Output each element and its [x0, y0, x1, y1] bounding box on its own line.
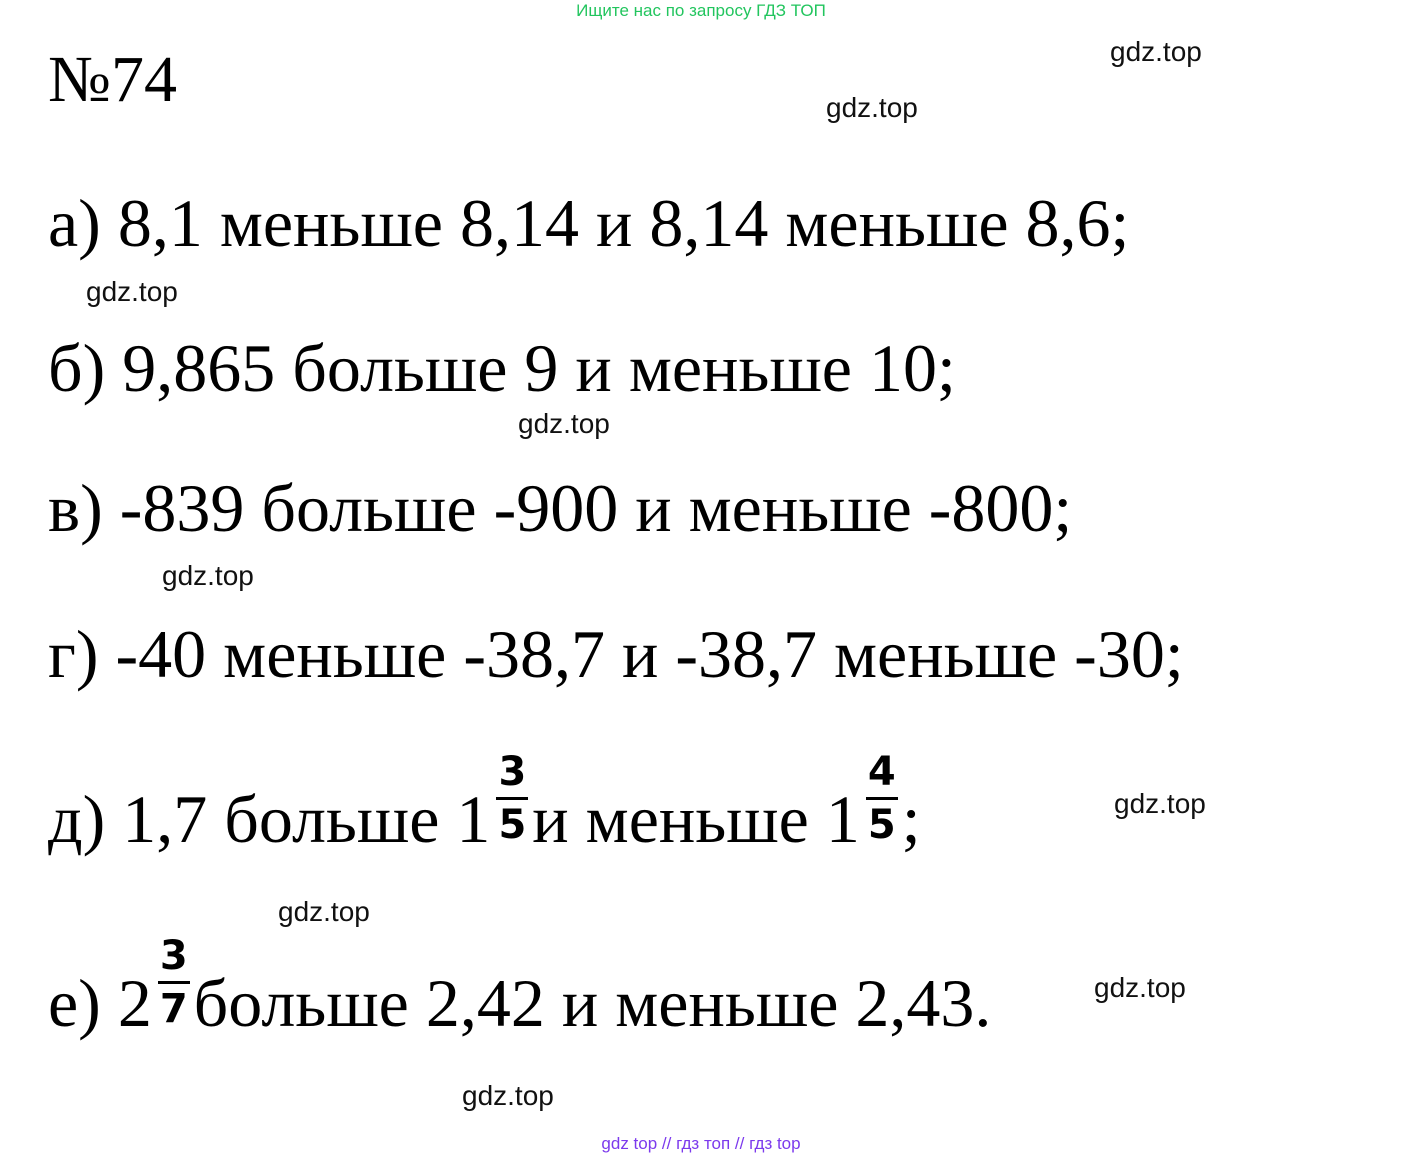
answer-line-v: в) -839 больше -900 и меньше -800;	[48, 470, 1073, 546]
answer-line-g: г) -40 меньше -38,7 и -38,7 меньше -30;	[48, 616, 1184, 692]
top-banner: Ищите нас по запросу ГДЗ ТОП	[576, 1, 826, 20]
footer-links: gdz top // гдз топ // гдз top	[601, 1134, 801, 1153]
answer-line-e	[48, 933, 992, 1063]
answer-line-a: а) 8,1 меньше 8,14 и 8,14 меньше 8,6;	[48, 185, 1130, 261]
fraction-denominator: 5	[867, 802, 896, 848]
watermark: gdz.top	[1094, 972, 1186, 1003]
fraction-denominator: 5	[498, 802, 527, 848]
fraction-bar	[866, 797, 898, 800]
watermark: gdz.top	[462, 1080, 554, 1111]
fraction-numerator: 4	[867, 749, 896, 795]
answer-line-d	[48, 749, 921, 879]
fraction-numerator: 3	[498, 749, 527, 795]
fraction-4-5	[866, 750, 898, 847]
fraction-bar	[158, 981, 190, 984]
watermark: gdz.top	[86, 276, 178, 307]
line-d-part1: д) 1,7 больше 1	[48, 781, 491, 857]
fraction-numerator: 3	[159, 933, 188, 979]
line-d-part2: и меньше 1	[532, 781, 860, 857]
watermark: gdz.top	[518, 408, 610, 439]
answer-line-b: б) 9,865 больше 9 и меньше 10;	[48, 330, 956, 406]
watermark: gdz.top	[162, 560, 254, 591]
problem-number: №74	[48, 43, 177, 116]
line-e-part1: е) 2	[48, 965, 152, 1041]
watermark: gdz.top	[1114, 788, 1206, 819]
fraction-3-7	[158, 934, 190, 1031]
fraction-bar	[496, 797, 528, 800]
fraction-denominator: 7	[159, 986, 188, 1032]
line-d-part3: ;	[901, 781, 921, 857]
fraction-3-5	[496, 750, 528, 847]
watermark: gdz.top	[1110, 36, 1202, 67]
watermark: gdz.top	[278, 896, 370, 927]
watermark: gdz.top	[826, 92, 918, 123]
line-e-part2: больше 2,42 и меньше 2,43.	[193, 965, 992, 1041]
